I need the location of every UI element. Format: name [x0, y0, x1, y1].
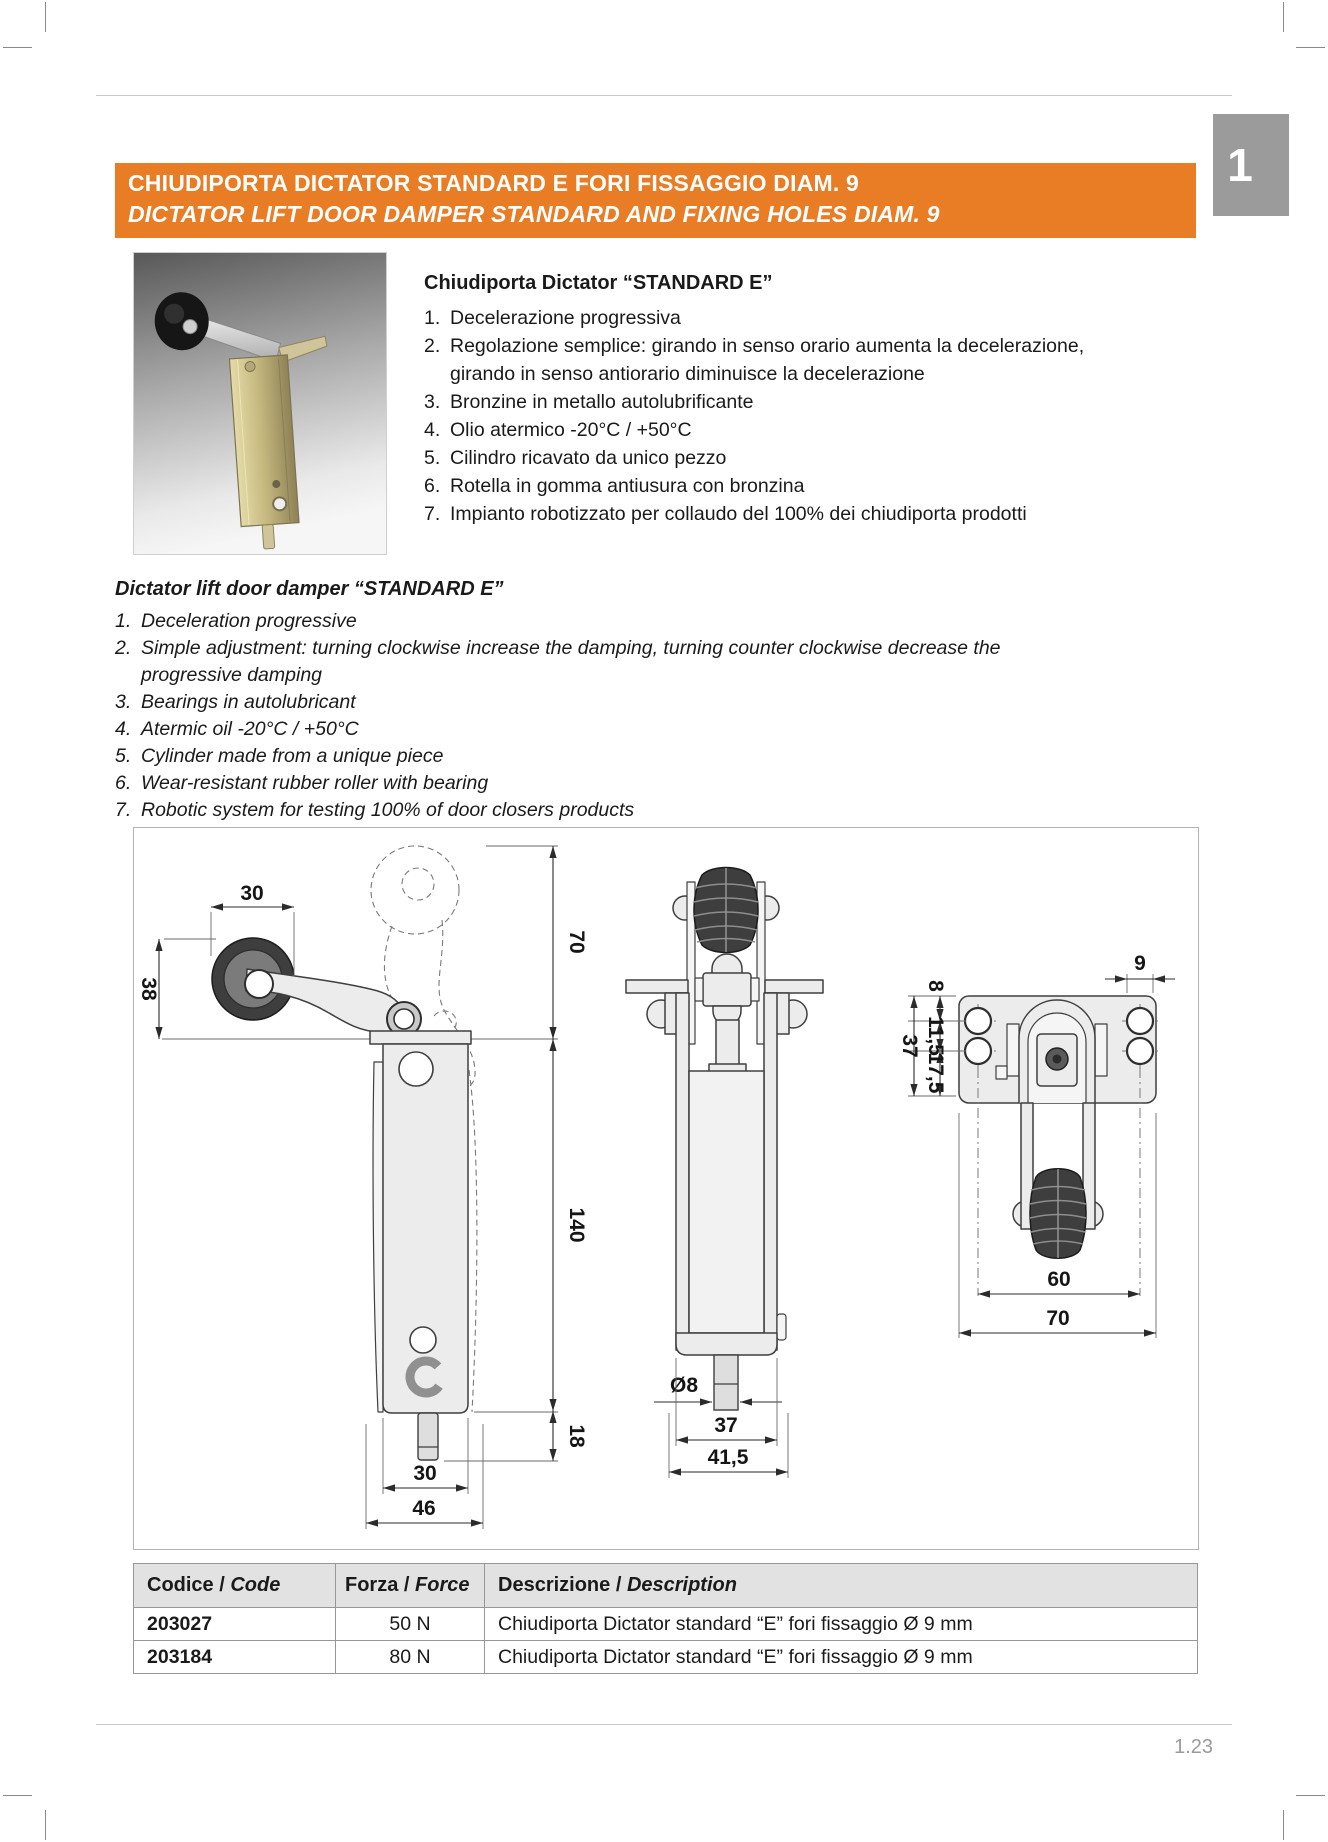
dim-edge-to-hole: 8: [924, 980, 947, 992]
top-rule: [96, 95, 1232, 96]
list-item: [424, 332, 1124, 388]
item-number: 1.: [424, 307, 441, 329]
item-text: Wear-resistant rubber roller with bearing: [141, 772, 489, 794]
header-description: [485, 1564, 1198, 1608]
front-view: [626, 868, 823, 1479]
header-code: [134, 1564, 336, 1608]
top-view: [898, 952, 1175, 1338]
list-item: [424, 472, 1124, 500]
title-english: DICTATOR LIFT DOOR DAMPER STANDARD AND FIXING HOLES DIAM. 9: [128, 201, 940, 227]
item-number: 6.: [115, 772, 132, 794]
cell-description: Chiudiporta Dictator standard “E” fori fissaggio Ø 9 mm: [485, 1641, 1198, 1674]
list-item: [424, 500, 1124, 528]
header-force-it: Forza /: [345, 1574, 416, 1596]
header-force: [336, 1564, 485, 1608]
header-force-en: Force: [415, 1574, 470, 1596]
dim-hole-to-edge: 17,5: [924, 1052, 947, 1094]
dim-roller-span: 60: [1047, 1268, 1071, 1291]
table-row: [134, 1608, 1198, 1641]
item-number: 3.: [424, 391, 441, 413]
list-item: [115, 797, 1105, 824]
title-italian: CHIUDIPORTA DICTATOR STANDARD E FORI FISSAGGIO DIAM. 9: [128, 170, 860, 196]
dim-overall-width: 46: [412, 1497, 436, 1520]
item-text: Regolazione semplice: girando in senso orario aumenta la decelerazione, girando in senso antiorario diminuisce la decelerazione: [450, 335, 1085, 385]
side-view: [137, 846, 588, 1529]
technical-drawing-svg: [134, 828, 1198, 1549]
item-text: Deceleration progressive: [141, 610, 357, 632]
item-text: Olio atermico -20°C / +50°C: [450, 419, 692, 441]
item-number: 4.: [115, 718, 132, 740]
title-banner: [115, 163, 1196, 238]
list-item: [424, 444, 1124, 472]
item-text: Cilindro ricavato da unico pezzo: [450, 447, 727, 469]
dim-plate-depth: 37: [898, 1034, 921, 1058]
item-text: Simple adjustment: turning clockwise increase the damping, turning counter clockwise decrease the progressive damping: [141, 637, 1001, 686]
dim-arm-height: 70: [565, 930, 588, 954]
list-item: [115, 716, 1105, 743]
dim-pin-height: 18: [565, 1424, 588, 1448]
dim-hole-pitch: 11,5: [924, 1016, 947, 1056]
item-number: 2.: [115, 637, 132, 659]
list-item: [424, 388, 1124, 416]
dim-body-height: 140: [565, 1207, 588, 1243]
list-item: [424, 416, 1124, 444]
item-number: 3.: [115, 691, 132, 713]
item-number: 5.: [115, 745, 132, 767]
table-row: [134, 1641, 1198, 1674]
crop-mark: [45, 1810, 46, 1840]
item-number: 4.: [424, 419, 441, 441]
dim-hole-diameter: 9: [1134, 952, 1146, 975]
features-italian: [424, 272, 1124, 528]
cell-code: 203184: [134, 1641, 336, 1674]
header-description-en: Description: [626, 1574, 737, 1596]
features-english: [115, 578, 1105, 824]
crop-mark: [3, 47, 32, 48]
chapter-number: 1: [1227, 139, 1253, 191]
page-number: 1.23: [1174, 1736, 1213, 1758]
item-text: Bronzine in metallo autolubrificante: [450, 391, 754, 413]
product-photo-image: [134, 253, 386, 554]
cell-code: 203027: [134, 1608, 336, 1641]
item-text: Decelerazione progressiva: [450, 307, 681, 329]
item-number: 1.: [115, 610, 132, 632]
item-text: Bearings in autolubricant: [141, 691, 356, 713]
item-text: Cylinder made from a unique piece: [141, 745, 444, 767]
crop-mark: [1283, 1810, 1284, 1840]
list-item: [115, 635, 1105, 689]
dim-front-overall-width: 41,5: [707, 1446, 749, 1469]
dim-roller-width: 30: [240, 882, 264, 905]
header-code-it: Codice /: [147, 1574, 231, 1596]
list-item: [424, 304, 1124, 332]
features-english-heading: Dictator lift door damper “STANDARD E”: [115, 578, 504, 600]
crop-mark: [1296, 1795, 1325, 1796]
crop-mark: [45, 2, 46, 32]
item-number: 7.: [115, 799, 132, 821]
list-item: [115, 770, 1105, 797]
dim-roller-height: 38: [137, 977, 160, 1001]
item-number: 7.: [424, 503, 441, 525]
header-code-en: Code: [230, 1574, 281, 1596]
item-number: 6.: [424, 475, 441, 497]
dim-overall-span: 70: [1046, 1307, 1070, 1330]
list-item: [115, 608, 1105, 635]
dim-front-width: 37: [714, 1414, 738, 1437]
list-item: [115, 743, 1105, 770]
crop-mark: [3, 1795, 32, 1796]
chapter-tab: [1213, 114, 1289, 216]
cell-description: Chiudiporta Dictator standard “E” fori fissaggio Ø 9 mm: [485, 1608, 1198, 1641]
cell-force: 50 N: [336, 1608, 485, 1641]
spec-table: [133, 1563, 1198, 1674]
bottom-rule: [96, 1724, 1232, 1725]
crop-mark: [1283, 2, 1284, 32]
list-item: [115, 689, 1105, 716]
crop-mark: [1296, 47, 1325, 48]
item-text: Rotella in gomma antiusura con bronzina: [450, 475, 805, 497]
dim-pin-diameter: Ø8: [669, 1374, 699, 1397]
item-text: Atermic oil -20°C / +50°C: [141, 718, 359, 740]
item-number: 2.: [424, 335, 441, 357]
technical-drawing: [133, 827, 1199, 1550]
product-photo: [133, 252, 387, 555]
table-header-row: [134, 1564, 1198, 1608]
item-text: Robotic system for testing 100% of door closers products: [141, 799, 635, 821]
header-description-it: Descrizione /: [498, 1574, 627, 1596]
features-italian-heading: Chiudiporta Dictator “STANDARD E”: [424, 272, 773, 294]
item-number: 5.: [424, 447, 441, 469]
item-text: Impianto robotizzato per collaudo del 100% dei chiudiporta prodotti: [450, 503, 1027, 525]
cell-force: 80 N: [336, 1641, 485, 1674]
dim-body-width: 30: [413, 1462, 437, 1485]
